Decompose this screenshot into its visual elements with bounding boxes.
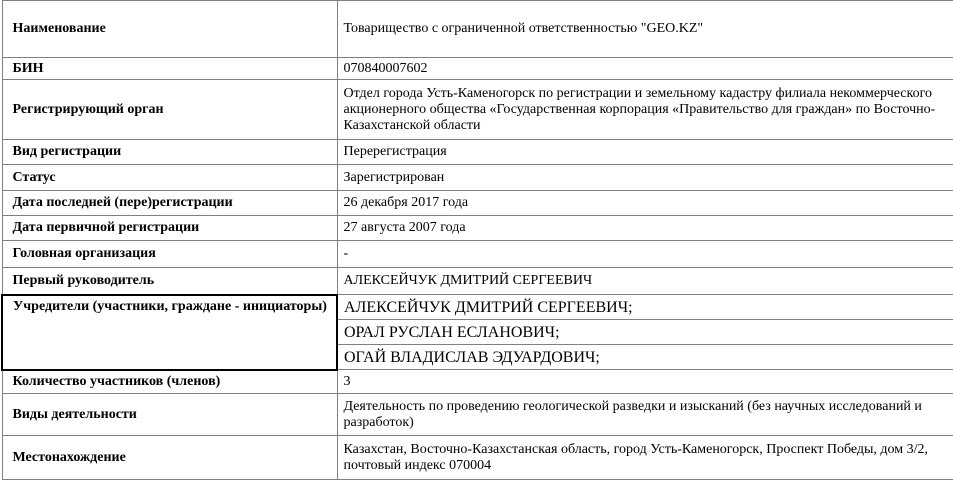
label-members-count: Количество участников (членов) <box>2 370 337 394</box>
value-first-manager: АЛЕКСЕЙЧУК ДМИТРИЙ СЕРГЕЕВИЧ <box>337 268 953 295</box>
row-bin <box>2 58 953 80</box>
value-bin: 070840007602 <box>337 58 953 80</box>
value-name: Товарищество с ограниченной ответственностью "GEO.KZ" <box>337 1 953 58</box>
value-founders <box>337 295 953 370</box>
value-head-organization: - <box>337 241 953 268</box>
value-activities: Деятельность по проведению геологической разведки и изысканий (без научных исследований и разработок) <box>337 394 953 436</box>
label-bin: БИН <box>2 58 337 80</box>
row-first-manager <box>2 268 953 295</box>
row-status <box>2 165 953 191</box>
label-head-organization: Головная организация <box>2 241 337 268</box>
row-first-registration-date <box>2 216 953 241</box>
label-registering-body: Регистрирующий орган <box>2 80 337 140</box>
registration-table <box>1 0 953 480</box>
founder-item: ОРАЛ РУСЛАН ЕСЛАНОВИЧ; <box>338 319 953 344</box>
row-name <box>2 1 953 58</box>
label-first-registration-date: Дата первичной регистрации <box>2 216 337 241</box>
label-first-manager: Первый руководитель <box>2 268 337 295</box>
label-last-registration-date: Дата последней (пере)регистрации <box>2 191 337 216</box>
label-registration-type: Вид регистрации <box>2 140 337 165</box>
value-members-count: 3 <box>337 370 953 394</box>
label-founders: Учредители (участники, граждане - инициаторы) <box>2 295 337 370</box>
row-activities <box>2 394 953 436</box>
row-location <box>2 436 953 480</box>
value-status: Зарегистрирован <box>337 165 953 191</box>
value-registering-body: Отдел города Усть-Каменогорск по регистрации и земельному кадастру филиала некоммерческого акционерного общества «Государственная корпорация «Правительство для граждан» по Восточно-Казахстанской области <box>337 80 953 140</box>
label-location: Местонахождение <box>2 436 337 480</box>
founder-item: ОГАЙ ВЛАДИСЛАВ ЭДУАРДОВИЧ; <box>338 344 953 369</box>
value-location: Казахстан, Восточно-Казахстанская область, город Усть-Каменогорск, Проспект Победы, дом 3/2, почтовый индекс 070004 <box>337 436 953 480</box>
value-first-registration-date: 27 августа 2007 года <box>337 216 953 241</box>
founder-item: АЛЕКСЕЙЧУК ДМИТРИЙ СЕРГЕЕВИЧ; <box>344 299 633 316</box>
label-status: Статус <box>2 165 337 191</box>
value-registration-type: Перерегистрация <box>337 140 953 165</box>
row-head-organization <box>2 241 953 268</box>
label-name: Наименование <box>2 1 337 58</box>
row-last-registration-date <box>2 191 953 216</box>
row-registration-type <box>2 140 953 165</box>
row-founders <box>2 295 953 370</box>
row-members-count <box>2 370 953 394</box>
value-last-registration-date: 26 декабря 2017 года <box>337 191 953 216</box>
row-registering-body <box>2 80 953 140</box>
label-activities: Виды деятельности <box>2 394 337 436</box>
